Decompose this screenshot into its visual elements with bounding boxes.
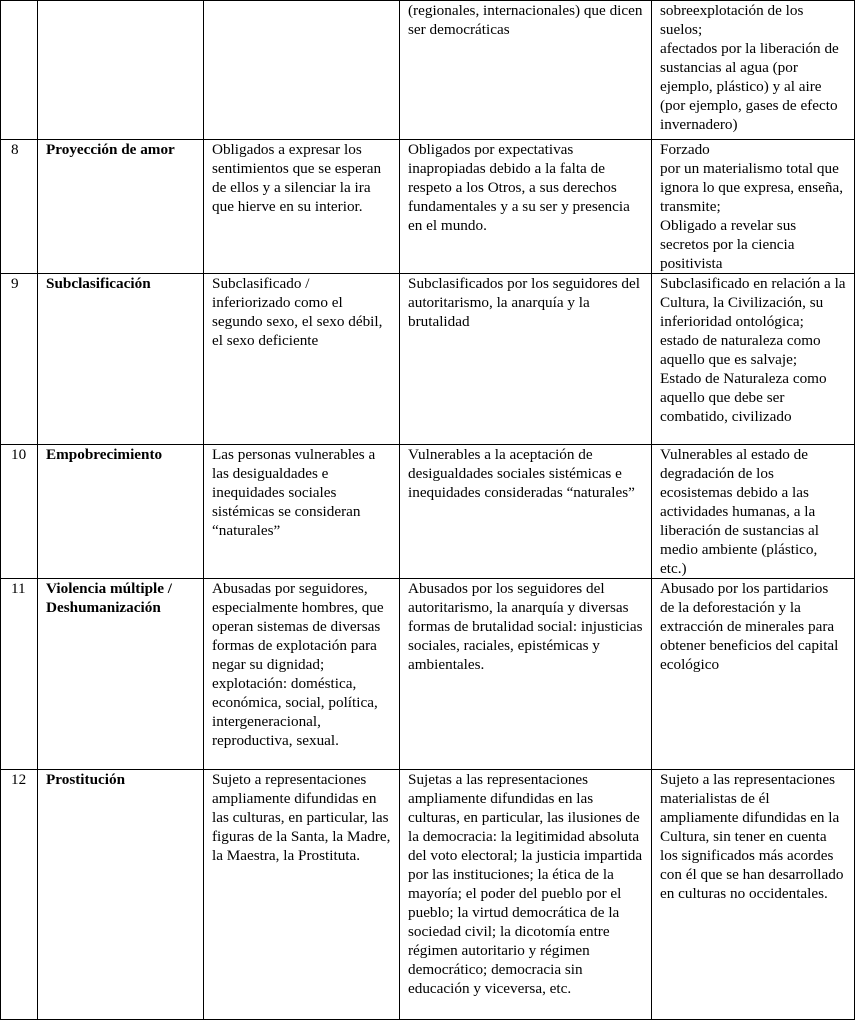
row-number — [1, 1, 38, 140]
row-cell-col4: Vulnerables a la aceptación de desigualdades sociales sistémicas e inequidades consideradas “naturales” — [400, 445, 652, 579]
table-row — [1, 140, 855, 274]
row-term: Proyección de amor — [38, 140, 204, 274]
row-number: 12 — [1, 770, 38, 1020]
row-term: Empobrecimiento — [38, 445, 204, 579]
row-cell-col4: Obligados por expectativas inapropiadas debido a la falta de respeto a los Otros, a sus derechos fundamentales y a su ser y presencia en el mundo. — [400, 140, 652, 274]
table-row — [1, 770, 855, 1020]
row-cell-col3: Sujeto a representaciones ampliamente difundidas en las culturas, en particular, las figuras de la Santa, la Madre, la Maestra, la Prostituta. — [204, 770, 400, 1020]
row-term — [38, 1, 204, 140]
row-term: Prostitución — [38, 770, 204, 1020]
row-cell-col5: Vulnerables al estado de degradación de los ecosistemas debido a las actividades humanas, a la liberación de sustancias al medio ambiente (plástico, etc.) — [652, 445, 855, 579]
row-cell-col4: (regionales, internacionales) que dicen ser democráticas — [400, 1, 652, 140]
row-number: 9 — [1, 274, 38, 445]
row-cell-col5: Forzado por un materialismo total que ignora lo que expresa, enseña, transmite; Obligado a revelar sus secretos por la ciencia positivista — [652, 140, 855, 274]
row-cell-col5: Subclasificado en relación a la Cultura, la Civilización, su inferioridad ontológica; estado de naturaleza como aquello que es salvaje; Estado de Naturaleza como aquello que debe ser combatido, civilizado — [652, 274, 855, 445]
row-cell-col4: Sujetas a las representaciones ampliamente difundidas en las culturas, en particular, las ilusiones de la democracia: la legitimidad absoluta del voto electoral; la justicia impartida por las instituciones; la ética de la mayoría; el poder del pueblo por el pueblo; la virtud democrática de la sociedad civil; la dicotomía entre régimen autoritario y régimen democrático; democracia sin educación y viceversa, etc. — [400, 770, 652, 1020]
row-cell-col4: Subclasificados por los seguidores del autoritarismo, la anarquía y la brutalidad — [400, 274, 652, 445]
row-cell-col3: Obligados a expresar los sentimientos que se esperan de ellos y a silenciar la ira que hierve en su interior. — [204, 140, 400, 274]
row-cell-col5: sobreexplotación de los suelos; afectados por la liberación de sustancias al agua (por ejemplo, plástico) y al aire (por ejemplo, gases de efecto invernadero) — [652, 1, 855, 140]
row-term: Subclasificación — [38, 274, 204, 445]
table-row — [1, 445, 855, 579]
table-row — [1, 579, 855, 770]
row-number: 8 — [1, 140, 38, 274]
table-row — [1, 274, 855, 445]
row-cell-col3: Subclasificado / inferiorizado como el segundo sexo, el sexo débil, el sexo deficiente — [204, 274, 400, 445]
row-number: 11 — [1, 579, 38, 770]
table-row — [1, 1, 855, 140]
row-cell-col3 — [204, 1, 400, 140]
row-cell-col4: Abusados por los seguidores del autoritarismo, la anarquía y diversas formas de brutalidad social: injusticias sociales, raciales, epistémicas y ambientales. — [400, 579, 652, 770]
row-cell-col5: Sujeto a las representaciones materialistas de él ampliamente difundidas en la Cultura, sin tener en cuenta los significados más acordes con él que se han desarrollado en culturas no occidentales. — [652, 770, 855, 1020]
row-cell-col3: Abusadas por seguidores, especialmente hombres, que operan sistemas de diversas formas de explotación para negar su dignidad; explotación: doméstica, económica, social, política, intergeneracional, reproductiva, sexual. — [204, 579, 400, 770]
row-cell-col3: Las personas vulnerables a las desigualdades e inequidades sociales sistémicas se consideran “naturales” — [204, 445, 400, 579]
row-cell-col5: Abusado por los partidarios de la deforestación y la extracción de minerales para obtener beneficios del capital ecológico — [652, 579, 855, 770]
row-term: Violencia múltiple / Deshumanización — [38, 579, 204, 770]
row-number: 10 — [1, 445, 38, 579]
